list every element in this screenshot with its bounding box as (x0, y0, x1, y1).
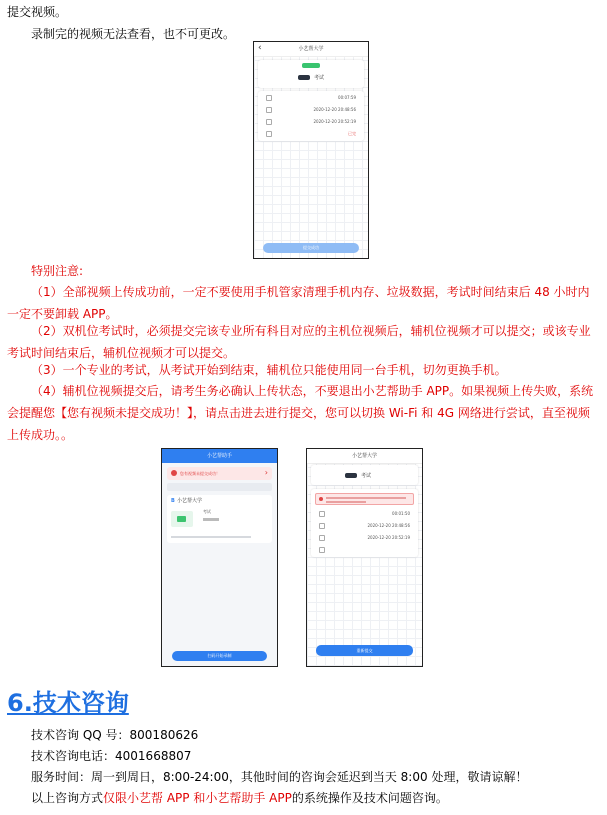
resubmit-button-label: 重新提交 (356, 648, 373, 653)
special-note-3: （3）一个专业的考试，从考试开始到结束，辅机位只能使用同一台手机，切勿更换手机。 (31, 363, 507, 377)
calendar-icon (319, 523, 325, 529)
submit-success-button[interactable] (263, 243, 359, 253)
card-footer-line (171, 536, 251, 538)
scope-line (31, 789, 448, 807)
info-row (319, 532, 410, 544)
school-logo-icon: B (171, 498, 175, 504)
upload-icon (319, 547, 325, 553)
alert-banner[interactable] (167, 467, 272, 480)
phone1-info-card (258, 91, 364, 141)
row-value: 已完 (348, 131, 356, 136)
phone3-title: 小艺帮大学 (351, 453, 377, 459)
calendar-icon (266, 107, 272, 113)
row-value: 2020-12-20 20:52:19 (367, 535, 410, 540)
info-row (266, 92, 356, 104)
info-row (319, 508, 410, 520)
phone1-title: 小艺帮大学 (298, 46, 324, 52)
info-row (319, 544, 410, 556)
exam-sub-placeholder (203, 518, 219, 521)
info-row (266, 104, 356, 116)
scope-prefix: 以上咨询方式 (31, 791, 104, 805)
phone-screenshot-failed (306, 448, 423, 667)
row-value: 2020-12-20 20:48:56 (313, 107, 356, 112)
info-row (266, 116, 356, 128)
calendar-icon (266, 119, 272, 125)
chevron-right-icon: › (264, 468, 268, 477)
scan-start-button[interactable] (172, 651, 267, 661)
qq-line (31, 726, 198, 744)
qq-label: 技术咨询 QQ 号： (31, 728, 130, 742)
video-icon (171, 511, 193, 527)
school-name: 小艺帮大学 (177, 498, 203, 504)
submit-button-label: 提交成功 (303, 245, 319, 250)
redacted-block (345, 473, 357, 478)
heading-submit-video: 提交视频。 (7, 5, 68, 19)
phone-screenshot-submitted (253, 41, 369, 259)
phone1-header (254, 42, 368, 57)
qq-value[interactable]: 800180626 (129, 728, 199, 742)
alert-icon (171, 470, 177, 476)
service-hours: 服务时间：周一到周日，8:00-24:00，其他时间的咨询会延迟到当天 8:00 处理，敬请谅解！ (31, 770, 528, 784)
info-row (319, 520, 410, 532)
upload-icon (266, 131, 272, 137)
school-card[interactable] (167, 495, 272, 543)
special-note-2: （2）双机位考试时，必须提交完该专业所有科目对应的主机位视频后，辅机位视频才可以提交；或该专业考试时间结束后，辅机位视频才可以提交。 (7, 324, 591, 360)
chevron-left-icon[interactable]: ‹ (258, 43, 262, 53)
phone3-exam-name: 考试 (361, 473, 372, 479)
upload-warning (315, 493, 414, 505)
phone3-exam-card (311, 465, 418, 485)
search-bar[interactable] (167, 483, 272, 491)
section-heading-tech-support: 6.技术咨询 (7, 689, 129, 717)
calendar-icon (319, 535, 325, 541)
phone2-title: 小艺帮助手 (206, 453, 232, 459)
phone-screenshot-assistant (161, 448, 278, 667)
warning-icon (319, 497, 323, 501)
special-note-1: （1）全部视频上传成功前，一定不要使用手机管家清理手机内存、垃圾数据，考试时间结束后 48 小时内一定不要卸载 APP。 (7, 285, 590, 321)
scan-button-label: 扫码开始录制 (207, 653, 232, 658)
phone-label: 技术咨询电话： (31, 749, 116, 763)
scope-highlight: 仅限小艺帮 APP 和小艺帮助手 APP (103, 791, 292, 805)
resubmit-button[interactable] (316, 645, 413, 656)
phone1-exam-name: 考试 (314, 75, 325, 81)
status-badge (302, 63, 320, 68)
special-notes-title: 特别注意: (31, 264, 84, 278)
phone-value[interactable]: 4001668807 (115, 749, 192, 763)
phone2-header (162, 449, 277, 463)
row-value: 00:01:50 (392, 511, 410, 516)
row-value: 00:07:59 (338, 95, 356, 100)
row-value: 2020-12-20 20:52:19 (313, 119, 356, 124)
redacted-block (298, 75, 310, 80)
phone3-header (307, 449, 422, 464)
row-value: 2020-12-20 20:48:56 (367, 523, 410, 528)
scope-suffix: 的系统操作及技术问题咨询。 (291, 791, 448, 805)
phone-line (31, 747, 191, 765)
note-video-readonly: 录制完的视频无法查看，也不可更改。 (31, 27, 236, 41)
alert-text: 您有视频未提交成功！ (180, 471, 220, 476)
phone3-info-card (311, 489, 418, 557)
info-row (266, 128, 356, 140)
special-note-4: （4）辅机位视频提交后，请考生务必确认上传状态，不要退出小艺帮助手 APP。如果视频上传失败，系统会提醒您【您有视频未提交成功！】，请点击进去进行提交，您可以切换 Wi-Fi 和 4G 网络进行尝试，直至视频上传成功。。 (7, 384, 594, 442)
clock-icon (266, 95, 272, 101)
exam-label: 考试 (203, 509, 211, 514)
phone1-exam-card (258, 60, 364, 88)
clock-icon (319, 511, 325, 517)
